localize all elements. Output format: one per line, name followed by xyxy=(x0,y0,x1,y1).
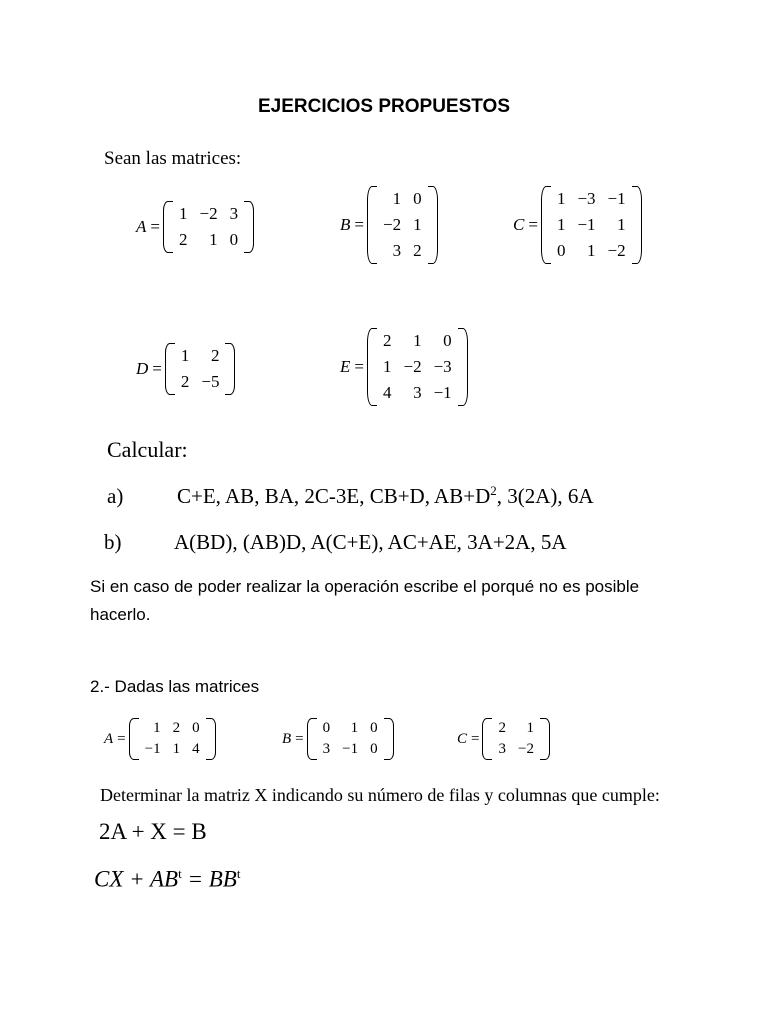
cell: −3 xyxy=(433,357,452,376)
cell: 4 xyxy=(382,383,392,402)
item-b-label: b) xyxy=(104,530,122,554)
ex2-matrix-c: C = 2 1 3 −2 xyxy=(457,718,550,760)
item-a-exponent: 2 xyxy=(490,483,497,498)
cell: 0 xyxy=(443,331,452,350)
cell: −2 xyxy=(403,357,422,376)
cell: −2 xyxy=(199,204,218,223)
item-a-text: C+E, AB, BA, 2C-3E, CB+D, AB+D xyxy=(177,484,491,508)
matrix-e: E = 2 1 0 1 −2 −3 4 3 −1 xyxy=(340,328,468,406)
cell: −1 xyxy=(433,383,452,402)
cell: 0 xyxy=(370,720,378,736)
ex2-matrix-b-name: B xyxy=(282,730,292,747)
ex2-matrix-a: A = 1 2 0 −1 1 4 xyxy=(104,718,216,760)
item-a-text-end: , 3(2A), 6A xyxy=(496,484,594,508)
cell: −2 xyxy=(382,215,402,234)
equation-2-left: CX + AB xyxy=(94,866,179,892)
matrix-b: B = 1 0 −2 1 3 2 xyxy=(340,186,438,264)
cell: 1 xyxy=(153,720,161,736)
ex2-matrix-b-body xyxy=(307,718,394,760)
transpose-sup-1: t xyxy=(178,866,182,881)
intro-text: Sean las matrices: xyxy=(104,148,242,169)
matrix-b-body xyxy=(367,186,438,264)
cell: 1 xyxy=(413,215,422,234)
item-a-label: a) xyxy=(107,484,124,508)
cell: 0 xyxy=(322,720,331,736)
cell: 1 xyxy=(617,215,626,234)
cell: 4 xyxy=(192,741,200,757)
cell: 2 xyxy=(172,720,181,736)
cell: 1 xyxy=(180,346,190,365)
cell: 0 xyxy=(229,230,239,249)
cell: 1 xyxy=(178,204,188,223)
calcular-heading: Calcular: xyxy=(107,437,188,462)
ex2-matrix-a-name: A xyxy=(104,730,114,747)
transpose-sup-2: t xyxy=(236,866,241,881)
cell: −1 xyxy=(577,215,596,234)
cell: 1 xyxy=(392,189,402,208)
item-a xyxy=(107,483,594,509)
cell: 2 xyxy=(178,230,188,249)
matrix-d-body xyxy=(165,343,236,395)
item-b-text: A(BD), (AB)D, A(C+E), AC+AE, 3A+2A, 5A xyxy=(174,530,567,554)
cell: 1 xyxy=(556,189,566,208)
matrix-c-name: C xyxy=(513,215,525,234)
equation-2 xyxy=(94,866,240,893)
cell: 3 xyxy=(392,241,402,260)
cell: −1 xyxy=(607,189,626,208)
cell: −2 xyxy=(607,241,626,260)
ex2-matrix-b: B = 0 1 0 3 −1 0 xyxy=(282,718,394,760)
matrix-b-name: B xyxy=(340,215,351,234)
ex2-heading: 2.- Dadas las matrices xyxy=(90,677,260,696)
cell: −3 xyxy=(577,189,596,208)
cell: 1 xyxy=(526,720,534,736)
cell: 1 xyxy=(209,230,218,249)
cell: 1 xyxy=(172,741,181,757)
ex2-matrix-c-name: C xyxy=(457,730,468,747)
cell: 3 xyxy=(413,383,422,402)
cell: −5 xyxy=(201,372,220,391)
cell: 2 xyxy=(498,720,506,736)
note-text: Si en caso de poder realizar la operación escribe el porqué no es posible hacerlo. xyxy=(90,577,640,624)
cell: 2 xyxy=(413,241,422,260)
page-title: EJERCICIOS PROPUESTOS xyxy=(258,96,510,117)
cell: −1 xyxy=(342,741,359,757)
ex2-instruction: Determinar la matriz X indicando su número de filas y columnas que cumple: xyxy=(100,785,660,805)
ex2-matrix-a-body xyxy=(129,718,216,760)
matrix-c-body xyxy=(541,186,642,264)
matrix-d: D = 1 2 2 −5 xyxy=(136,343,235,395)
cell: 0 xyxy=(370,741,378,757)
cell: 1 xyxy=(350,720,359,736)
matrix-c: C = 1 −3 −1 1 −1 1 0 1 −2 xyxy=(513,186,642,264)
cell: 1 xyxy=(413,331,422,350)
cell: 2 xyxy=(382,331,392,350)
equation-1: 2A + X = B xyxy=(99,819,207,844)
matrix-d-name: D xyxy=(136,359,149,378)
cell: 0 xyxy=(192,720,200,736)
cell: 1 xyxy=(382,357,392,376)
equation-2-right: = BB xyxy=(181,866,237,892)
item-b xyxy=(104,530,567,555)
matrix-a-name: A xyxy=(136,217,147,236)
cell: 2 xyxy=(210,346,220,365)
cell: 3 xyxy=(498,741,506,757)
cell: 1 xyxy=(587,241,596,260)
matrix-a-body xyxy=(163,201,254,253)
matrix-e-name: E xyxy=(340,357,351,376)
cell: 3 xyxy=(229,204,239,223)
matrix-e-body xyxy=(367,328,468,406)
ex2-matrix-c-body xyxy=(482,718,549,760)
cell: −2 xyxy=(517,741,534,757)
cell: 1 xyxy=(556,215,566,234)
matrix-a: A = 1 −2 3 2 1 0 xyxy=(136,201,254,253)
cell: −1 xyxy=(144,741,161,757)
cell: 0 xyxy=(413,189,422,208)
cell: 3 xyxy=(322,741,331,757)
cell: 0 xyxy=(556,241,566,260)
cell: 2 xyxy=(180,372,190,391)
